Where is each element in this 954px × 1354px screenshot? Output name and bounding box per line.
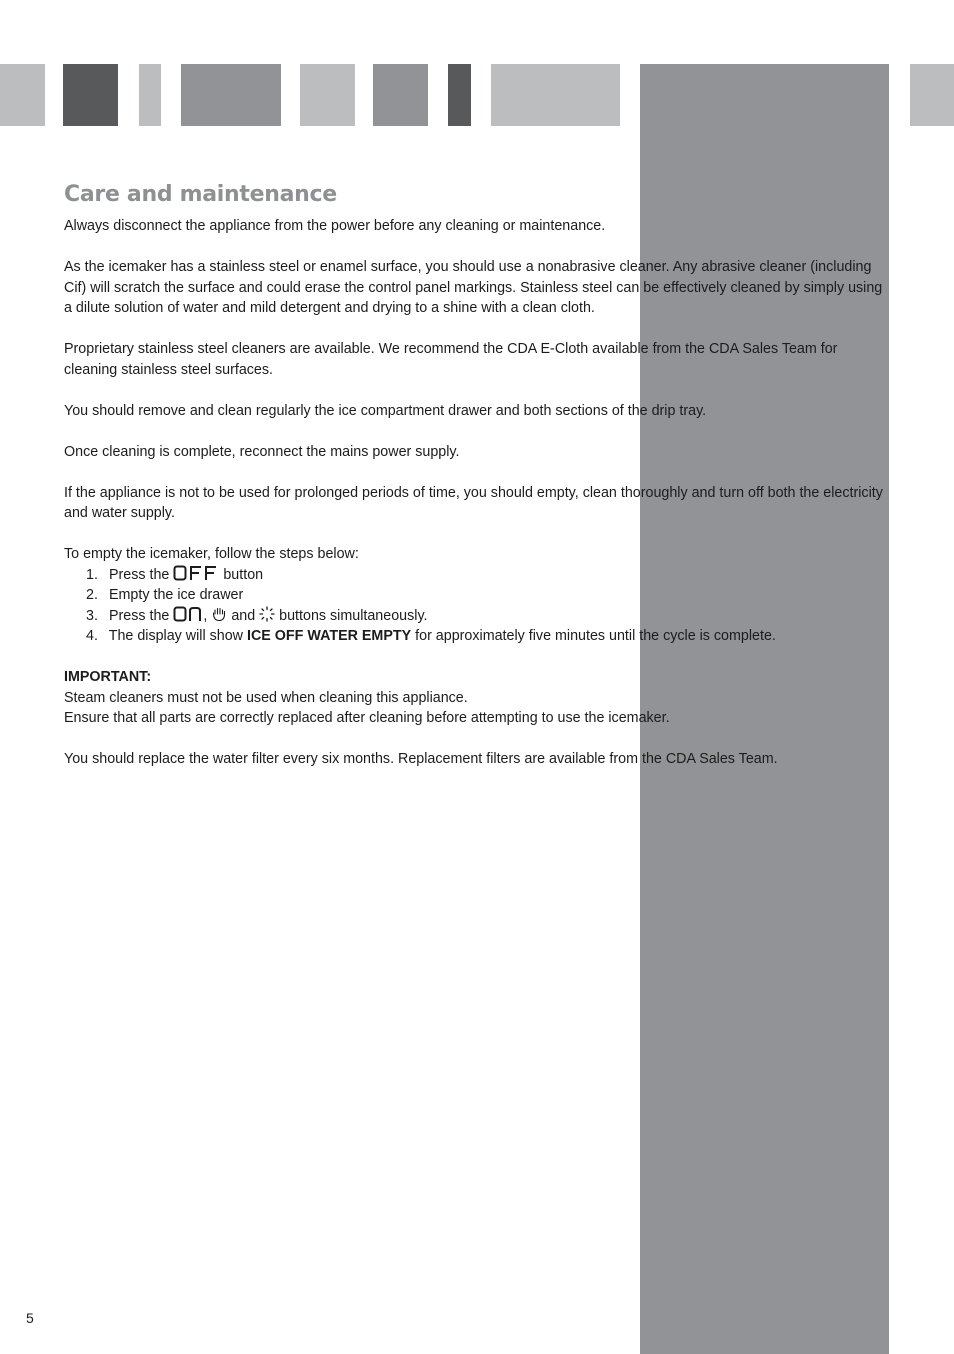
hand-icon (211, 606, 227, 622)
important-heading: IMPORTANT: (64, 669, 152, 685)
sparkle-icon (259, 606, 275, 622)
paragraph: To empty the icemaker, follow the steps below: (64, 546, 359, 562)
step-text: for approximately five minutes until the cycle is complete. (415, 628, 776, 644)
step-text: , (203, 607, 208, 624)
header-bar (63, 64, 118, 126)
step-number: 4. (86, 628, 98, 644)
header-bar (300, 64, 355, 126)
steps-list (64, 565, 894, 647)
list-item (86, 606, 894, 627)
paragraph: Once cleaning is complete, reconnect the mains power supply. (64, 443, 460, 460)
page-number: 5 (26, 1310, 34, 1326)
step-text: The display will show (108, 628, 244, 644)
header-bar (373, 64, 428, 126)
content-area (64, 180, 894, 790)
step-text: buttons simultaneously. (279, 607, 428, 624)
step-number: 1. (86, 566, 98, 583)
list-item (86, 565, 894, 586)
header-bar (139, 64, 161, 126)
header-bar (491, 64, 620, 126)
step-text: Press the (108, 607, 170, 624)
header-bar (181, 64, 281, 126)
list-item (86, 585, 894, 606)
paragraph: Proprietary stainless steel cleaners are available. We recommend the CDA E-Cloth available from the CDA Sales Team for cleaning stainless steel surfaces. (64, 341, 838, 378)
important-line: Ensure that all parts are correctly replaced after cleaning before attempting to use the icemaker. (64, 710, 670, 726)
on-symbol-icon (173, 606, 203, 622)
step-text: Empty the ice drawer (108, 587, 244, 603)
paragraph: As the icemaker has a stainless steel or enamel surface, you should use a nonabrasive cleaner. Any abrasive cleaner (including Cif) will scratch the surface and could erase the control panel markings. Stainless steel can be effectively cleaned by simply using a dilute solution of water and mild detergent and drying to a shine with a clean cloth. (64, 259, 883, 316)
page-title: Care and maintenance (64, 182, 337, 207)
header-bar (0, 64, 45, 126)
paragraph: Always disconnect the appliance from the power before any cleaning or maintenance. (64, 218, 606, 234)
step-text: button (223, 566, 264, 583)
display-message: ICE OFF WATER EMPTY (247, 628, 412, 644)
important-line: Steam cleaners must not be used when cleaning this appliance. (64, 689, 468, 706)
step-number: 3. (86, 607, 98, 624)
paragraph: You should replace the water filter every six months. Replacement filters are available from the CDA Sales Team. (64, 751, 778, 767)
off-symbol-icon (173, 565, 219, 581)
list-item (86, 626, 894, 647)
header-bar (910, 64, 954, 126)
paragraph: You should remove and clean regularly the ice compartment drawer and both sections of the drip tray. (64, 402, 707, 419)
paragraph: If the appliance is not to be used for prolonged periods of time, you should empty, clean thoroughly and turn off both the electricity and water supply. (64, 484, 883, 521)
step-text: Press the (108, 566, 170, 583)
header-bar (448, 64, 471, 126)
step-text: and (231, 607, 256, 624)
step-number: 2. (86, 587, 98, 603)
